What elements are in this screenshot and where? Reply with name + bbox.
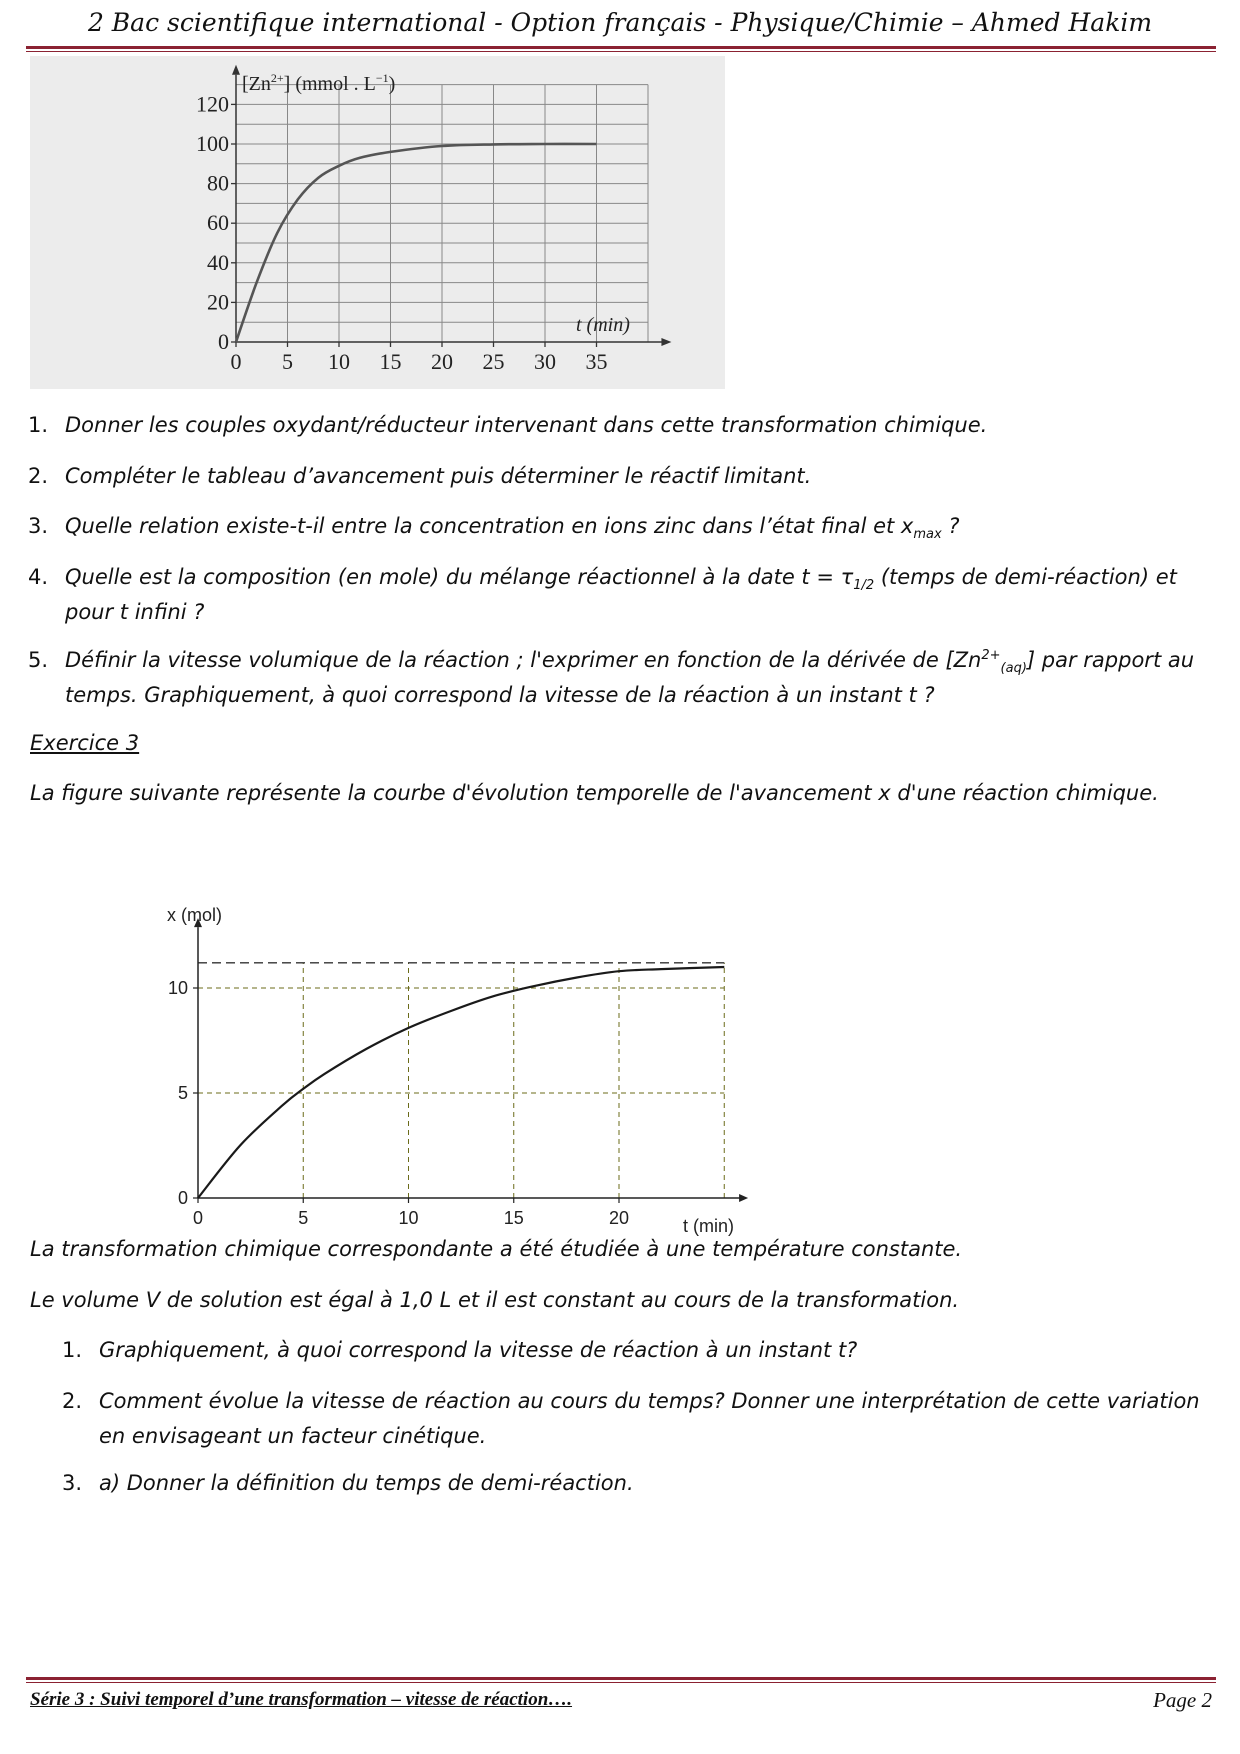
- advancement-chart: [150, 895, 760, 1240]
- exercise3-intro: La figure suivante représente la courbe d'évolution temporelle de l'avancement x d'une réaction chimique.: [30, 781, 1159, 805]
- chart1-x-tick-label: 0: [230, 349, 242, 374]
- chart2-x-tick-label: 15: [503, 1208, 524, 1228]
- chart2-x-axis-label: t (min): [683, 1216, 734, 1236]
- chart2-y-tick-label: 5: [177, 1083, 188, 1103]
- chart1-y-tick-label: 60: [207, 210, 229, 236]
- chart2-x-arrow: [739, 1194, 748, 1202]
- ex2-question-4: 4. Quelle est la composition (en mole) du mélange réactionnel à la date $t = \tau_{1/2}$ (temps de demi-réaction) et pour t infini ?: [28, 565, 1177, 624]
- chart1-x-tick-label: 5: [282, 349, 293, 374]
- chart1-y-tick-label: 120: [196, 91, 229, 117]
- chart1-x-tick-label: 35: [585, 349, 608, 374]
- exercise3-line-2: Le volume V de solution est égal à 1,0 L et il est constant au cours de la transformation.: [30, 1288, 960, 1312]
- ex3-question-2: 2. Comment évolue la vitesse de réaction au cours du temps? Donner une interprétation de cette variation en envisageant un facteur cinétique.: [62, 1389, 1200, 1448]
- ex2-question-5: 5. Définir la vitesse volumique de la réaction ; l'exprimer en fonction de la dérivée de $[Zn^{2+}_{(aq)}]$ par rapport au temps. Graphiquement, à quoi correspond la vitesse de la réaction à un instant t ?: [28, 648, 1195, 707]
- chart1-y-tick-label: 0: [218, 329, 229, 354]
- chart2-y-tick-label: 10: [167, 978, 188, 998]
- chart1-x-axis-label: t (min): [576, 314, 630, 336]
- chart1-y-axis-label: $[Zn^{2+}]$ (mmol . $L^{-1}$): [242, 71, 396, 95]
- chart1-x-tick-label: 30: [534, 349, 556, 374]
- chart1-x-tick-label: 10: [328, 349, 350, 374]
- chart2-x-tick-label: 5: [298, 1208, 309, 1228]
- zinc-concentration-chart: [30, 56, 725, 389]
- chart2-y-axis-label: x (mol): [167, 905, 222, 925]
- header-rule: [26, 46, 1216, 52]
- chart1-y-tick-label: 20: [207, 289, 229, 315]
- ex2-question-2: 2. Compléter le tableau d’avancement puis déterminer le réactif limitant.: [28, 464, 812, 488]
- footer-series-title: Série 3 : Suivi temporel d’une transformation – vitesse de réaction….: [30, 1689, 573, 1710]
- chart2-x-tick-label: 0: [192, 1208, 204, 1228]
- chart1-y-tick-label: 100: [196, 131, 229, 156]
- exercise3-title: Exercice 3: [30, 731, 140, 755]
- exercise3-line-1: La transformation chimique correspondante a été étudiée à une température constante.: [30, 1237, 963, 1261]
- chart1-y-tick-label: 40: [207, 249, 229, 275]
- chart1-y-tick-label: 80: [207, 170, 229, 196]
- chart1-x-tick-label: 25: [482, 349, 505, 374]
- chart2-x-tick-label: 10: [398, 1208, 419, 1228]
- chart1-x-tick-label: 20: [431, 349, 453, 374]
- advancement-curve: [198, 967, 724, 1198]
- chart2-x-tick-label: 20: [608, 1208, 630, 1228]
- page-number: Page 2: [1153, 1688, 1212, 1712]
- page-header: 2 Bac scientifique international - Option français - Physique/Chimie – Ahmed Hakim: [87, 8, 1153, 37]
- footer-rule: [26, 1677, 1216, 1683]
- chart2-y-tick-label: 0: [177, 1188, 188, 1208]
- ex2-question-1: 1. Donner les couples oxydant/réducteur intervenant dans cette transformation chimique.: [28, 413, 988, 437]
- ex3-question-3: 3. a) Donner la définition du temps de demi-réaction.: [62, 1471, 634, 1495]
- ex3-question-1: 1. Graphiquement, à quoi correspond la vitesse de réaction à un instant t?: [62, 1338, 858, 1362]
- chart1-x-tick-label: 15: [379, 349, 402, 374]
- ex2-question-3: 3. Quelle relation existe-t-il entre la concentration en ions zinc dans l’état final et $x_{max}$ ?: [28, 514, 960, 543]
